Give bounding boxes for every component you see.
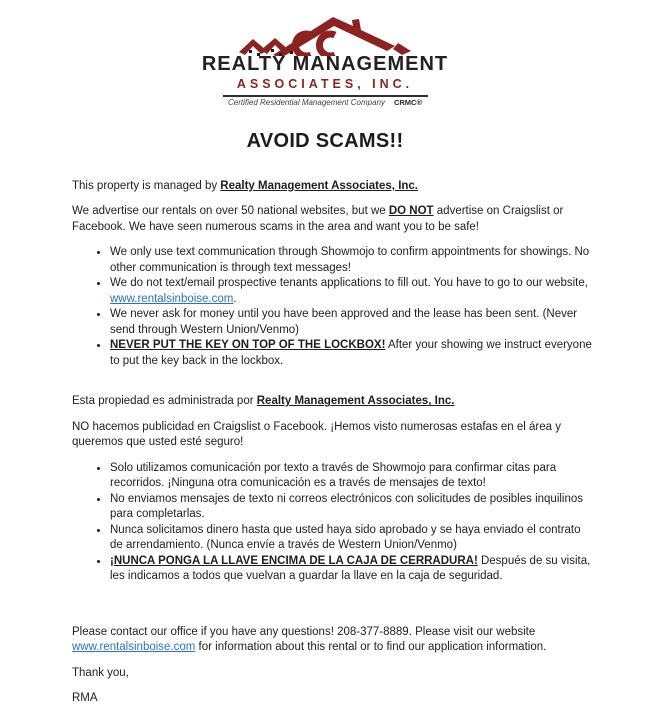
- advertise-paragraph: [72, 204, 596, 235]
- bullet-text-after-link: .: [233, 292, 237, 305]
- contact-text-start: Please contact our office if you have any questions! 208-377-8889. Please visit our website: [72, 625, 536, 638]
- bullet-text: No enviamos mensajes de texto ni correos electrónicos con solicitudes de posibles inquilinos para completarlas.: [110, 492, 584, 521]
- bullet-text-after-emphasis: After your showing we instruct everyone to put the key back in the lockbox.: [110, 339, 592, 367]
- bullet-text-after-emphasis: Después de su visita, les indicamos a todos que vuelvan a guardar la llave en la caja de seguridad.: [110, 554, 591, 583]
- logo-name-line1: REALTY MANAGEMENT: [201, 53, 449, 75]
- contact-text-end: for information about this rental or to find our application information.: [195, 641, 547, 654]
- footer-section: [72, 625, 596, 707]
- list-item: [109, 554, 596, 585]
- list-item: [109, 276, 596, 307]
- managed-by-text-es: Esta propiedad es administrada por: [72, 395, 257, 408]
- list-item: [109, 461, 596, 492]
- page-title: AVOID SCAMS!!: [246, 129, 404, 152]
- lockbox-warning-emphasis-es: ¡NUNCA PONGA LA LLAVE ENCIMA DE LA CAJA DE CERRADURA!: [110, 554, 478, 567]
- spanish-bullet-list: [72, 461, 596, 585]
- logo-tagline-text: Certified Residential Management Company: [228, 98, 385, 107]
- list-item: [109, 307, 596, 338]
- managed-by-paragraph-es: [72, 394, 596, 410]
- logo-name-line2: ASSOCIATES, INC.: [236, 77, 414, 91]
- managed-by-paragraph: [72, 179, 596, 195]
- bullet-text: We never ask for money until you have been approved and the lease has been sent. (Never send through Western Union/Venmo): [110, 308, 578, 336]
- advertise-text-end: advertise on Craigslist or Facebook. We have seen numerous scams in the area and want you to be safe!: [72, 205, 564, 233]
- logo-divider: [223, 95, 428, 97]
- closing-line: Thank you,: [72, 666, 129, 679]
- lockbox-warning-emphasis: NEVER PUT THE KEY ON TOP OF THE LOCKBOX!: [110, 339, 386, 352]
- english-bullet-list: [72, 245, 596, 369]
- managed-by-text: This property is managed by: [72, 179, 221, 192]
- list-item: [109, 492, 596, 523]
- list-item: [109, 338, 596, 369]
- contact-paragraph: [72, 625, 596, 656]
- document-body: [72, 179, 596, 707]
- company-name-emphasis-es: Realty Management Associates, Inc.: [256, 395, 455, 408]
- advertise-text-es: NO hacemos publicidad en Craigslist o Facebook. ¡Hemos visto numerosas estafas en el área y queremos que usted esté seguro!: [72, 420, 561, 449]
- rooftops-logo-icon: [235, 10, 415, 56]
- crmc-mark: CRMC®: [393, 98, 422, 107]
- list-item: [109, 523, 596, 554]
- bullet-text: We do not text/email prospective tenants applications to fill out. You have to go to our website,: [110, 277, 588, 290]
- bullet-text: Nunca solicitamos dinero hasta que usted haya sido aprobado y se haya enviado el contrato de arrendamiento. (Nunca envíe a través de Western Union/Venmo): [110, 523, 581, 552]
- rentals-website-link[interactable]: www.rentalsinboise.com: [72, 641, 196, 654]
- company-name-emphasis: Realty Management Associates, Inc.: [220, 179, 418, 192]
- english-section: [72, 179, 596, 370]
- advertise-text-start: We advertise our rentals on over 50 national websites, but we: [72, 205, 389, 218]
- bullet-text: Solo utilizamos comunicación por texto a través de Showmojo para confirmar citas para recorridos. ¡Ninguna otra comunicación es a través de mensajes de texto!: [110, 461, 557, 490]
- advertise-paragraph-es: [72, 420, 596, 451]
- rentals-website-link[interactable]: www.rentalsinboise.com: [110, 292, 234, 305]
- do-not-emphasis: DO NOT: [388, 205, 434, 218]
- logo-tagline: [0, 99, 650, 108]
- spanish-section: [72, 394, 596, 585]
- signature: RMA: [72, 692, 98, 705]
- bullet-text: We only use text communication through Showmojo to confirm appointments for showings. No other communication is through text messages!: [110, 246, 590, 274]
- company-logo: [0, 0, 650, 108]
- list-item: [109, 245, 596, 276]
